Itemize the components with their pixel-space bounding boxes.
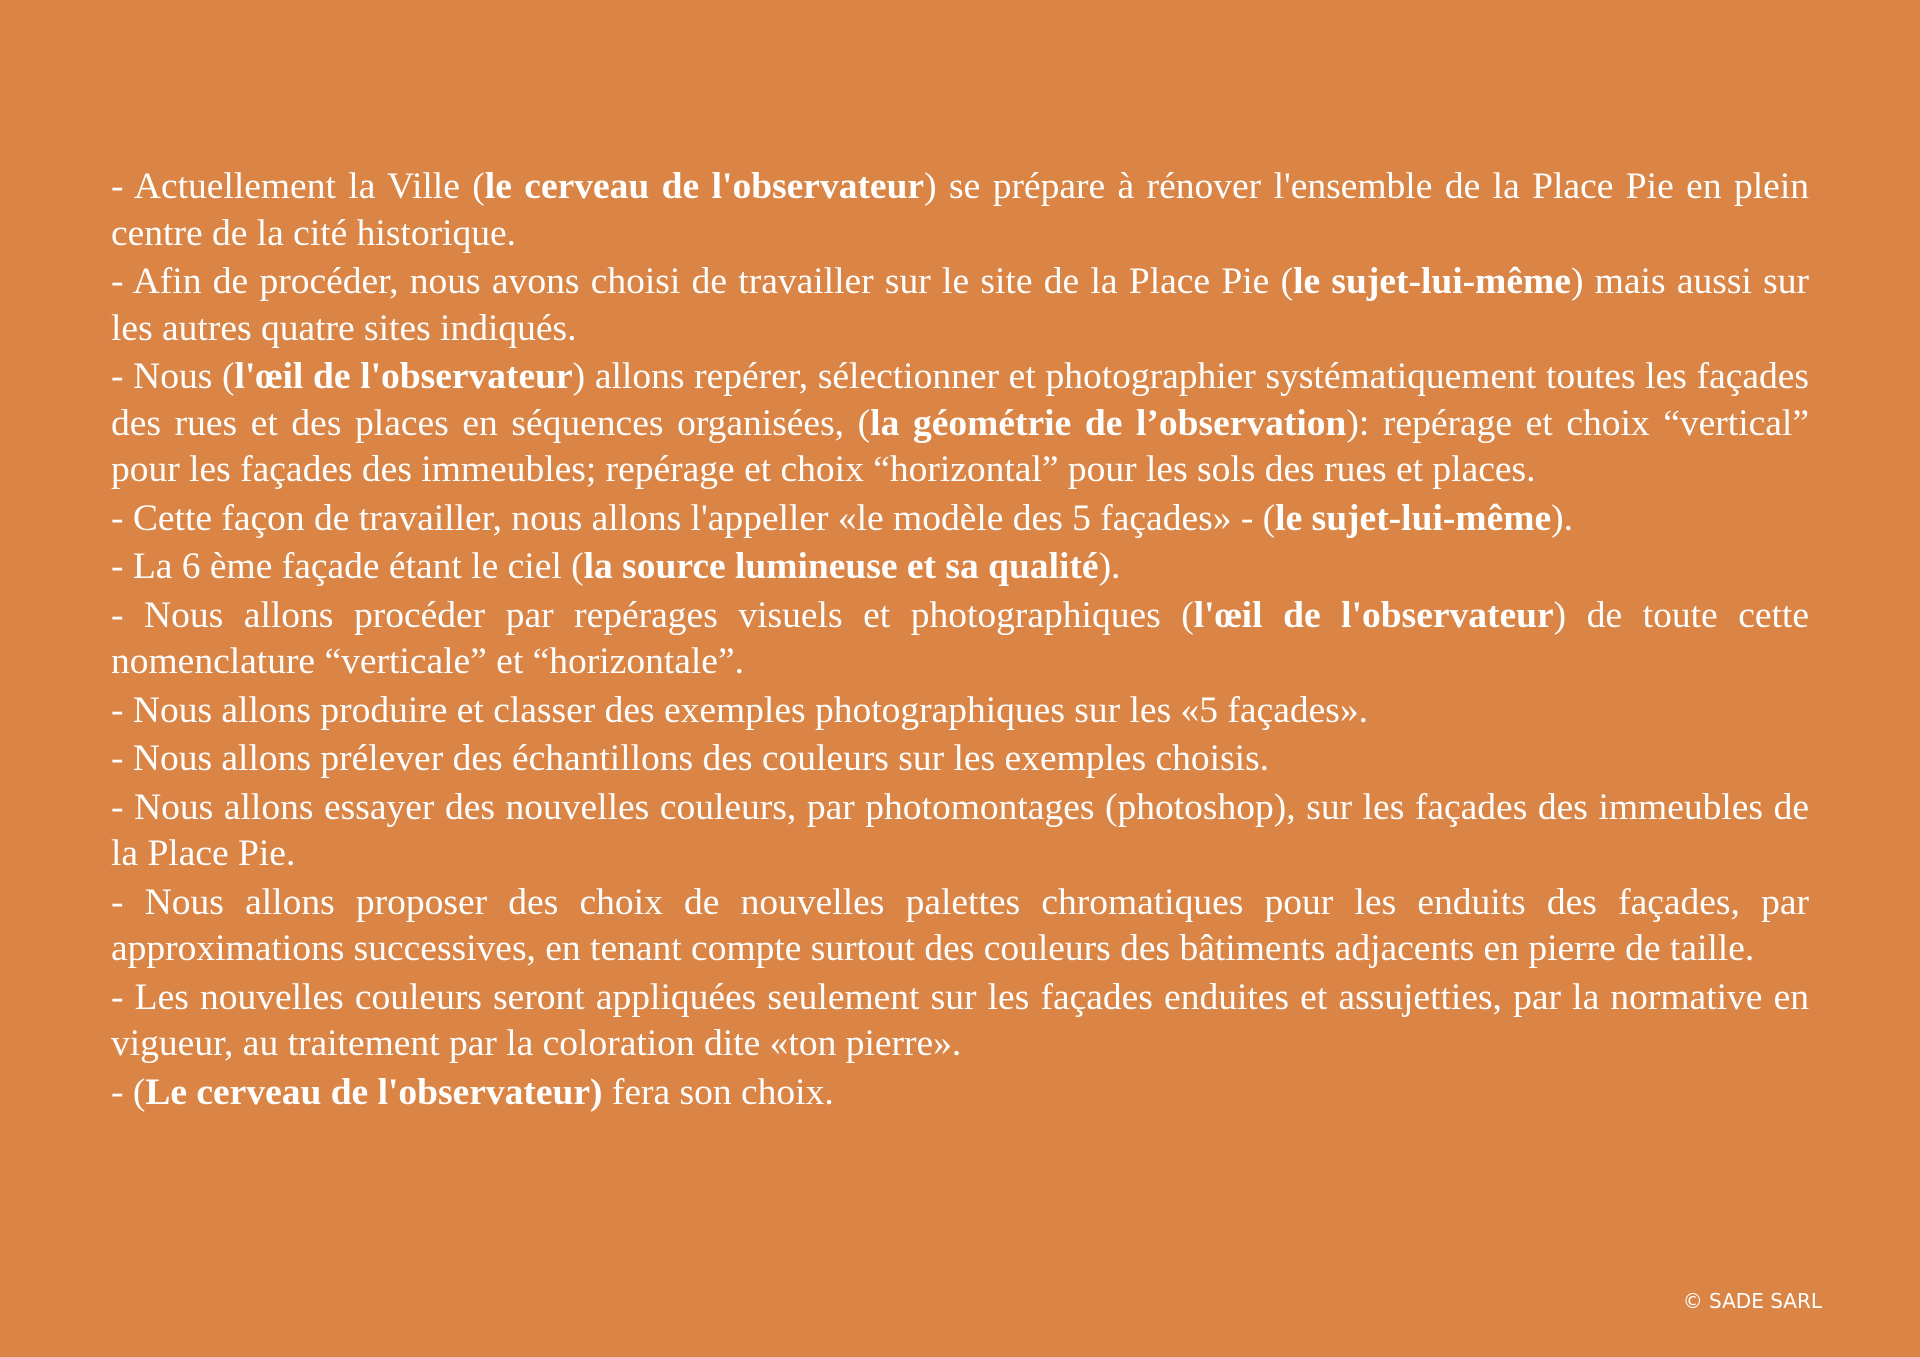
paragraph: - La 6 ème façade étant le ciel (la source lumineuse et sa qualité).: [111, 546, 1121, 587]
copyright-notice: © SADE SARL: [1682, 1289, 1822, 1313]
paragraph: - Afin de procéder, nous avons choisi de travailler sur le site de la Place Pie (le sujet-lui-même) mais aussi sur les autres quatre sites indiqués.: [111, 261, 1809, 349]
paragraph: - Les nouvelles couleurs seront appliquées seulement sur les façades enduites et assujetties, par la normative en vigueur, au traitement par la coloration dite «ton pierre».: [111, 976, 1809, 1064]
paragraph: - Nous allons proposer des choix de nouvelles palettes chromatiques pour les enduits des façades, par approximations successives, en tenant compte surtout des couleurs des bâtiments adjacents en pierre de taille.: [111, 881, 1809, 969]
paragraph: - Nous allons essayer des nouvelles couleurs, par photomontages (photoshop), sur les façades des immeubles de la Place Pie.: [111, 786, 1809, 874]
paragraph: - Nous allons procéder par repérages visuels et photographiques (l'œil de l'observateur) de toute cette nomenclature “verticale” et “horizontale”.: [111, 594, 1809, 682]
paragraph: - Cette façon de travailler, nous allons l'appeller «le modèle des 5 façades» - (le sujet-lui-même).: [111, 497, 1573, 539]
paragraph: - Actuellement la Ville (le cerveau de l'observateur) se prépare à rénover l'ensemble de la Place Pie en plein centre de la cité historique.: [111, 166, 1809, 254]
paragraph: - Nous allons produire et classer des exemples photographiques sur les «5 façades».: [111, 689, 1368, 731]
paragraph: - Nous (l'œil de l'observateur) allons repérer, sélectionner et photographier systématiquement toutes les façades des rues et des places en séquences organisées, (la géométrie de l’observation): repérage et choix “vertical” pour les façades des immeubles; repérage et choix “horizontal” pour les sols des rues et places.: [111, 356, 1809, 490]
paragraph: - Nous allons prélever des échantillons des couleurs sur les exemples choisis.: [111, 738, 1270, 779]
paragraph: - (Le cerveau de l'observateur) fera son choix.: [111, 1071, 834, 1113]
document-body: [111, 164, 1809, 1118]
